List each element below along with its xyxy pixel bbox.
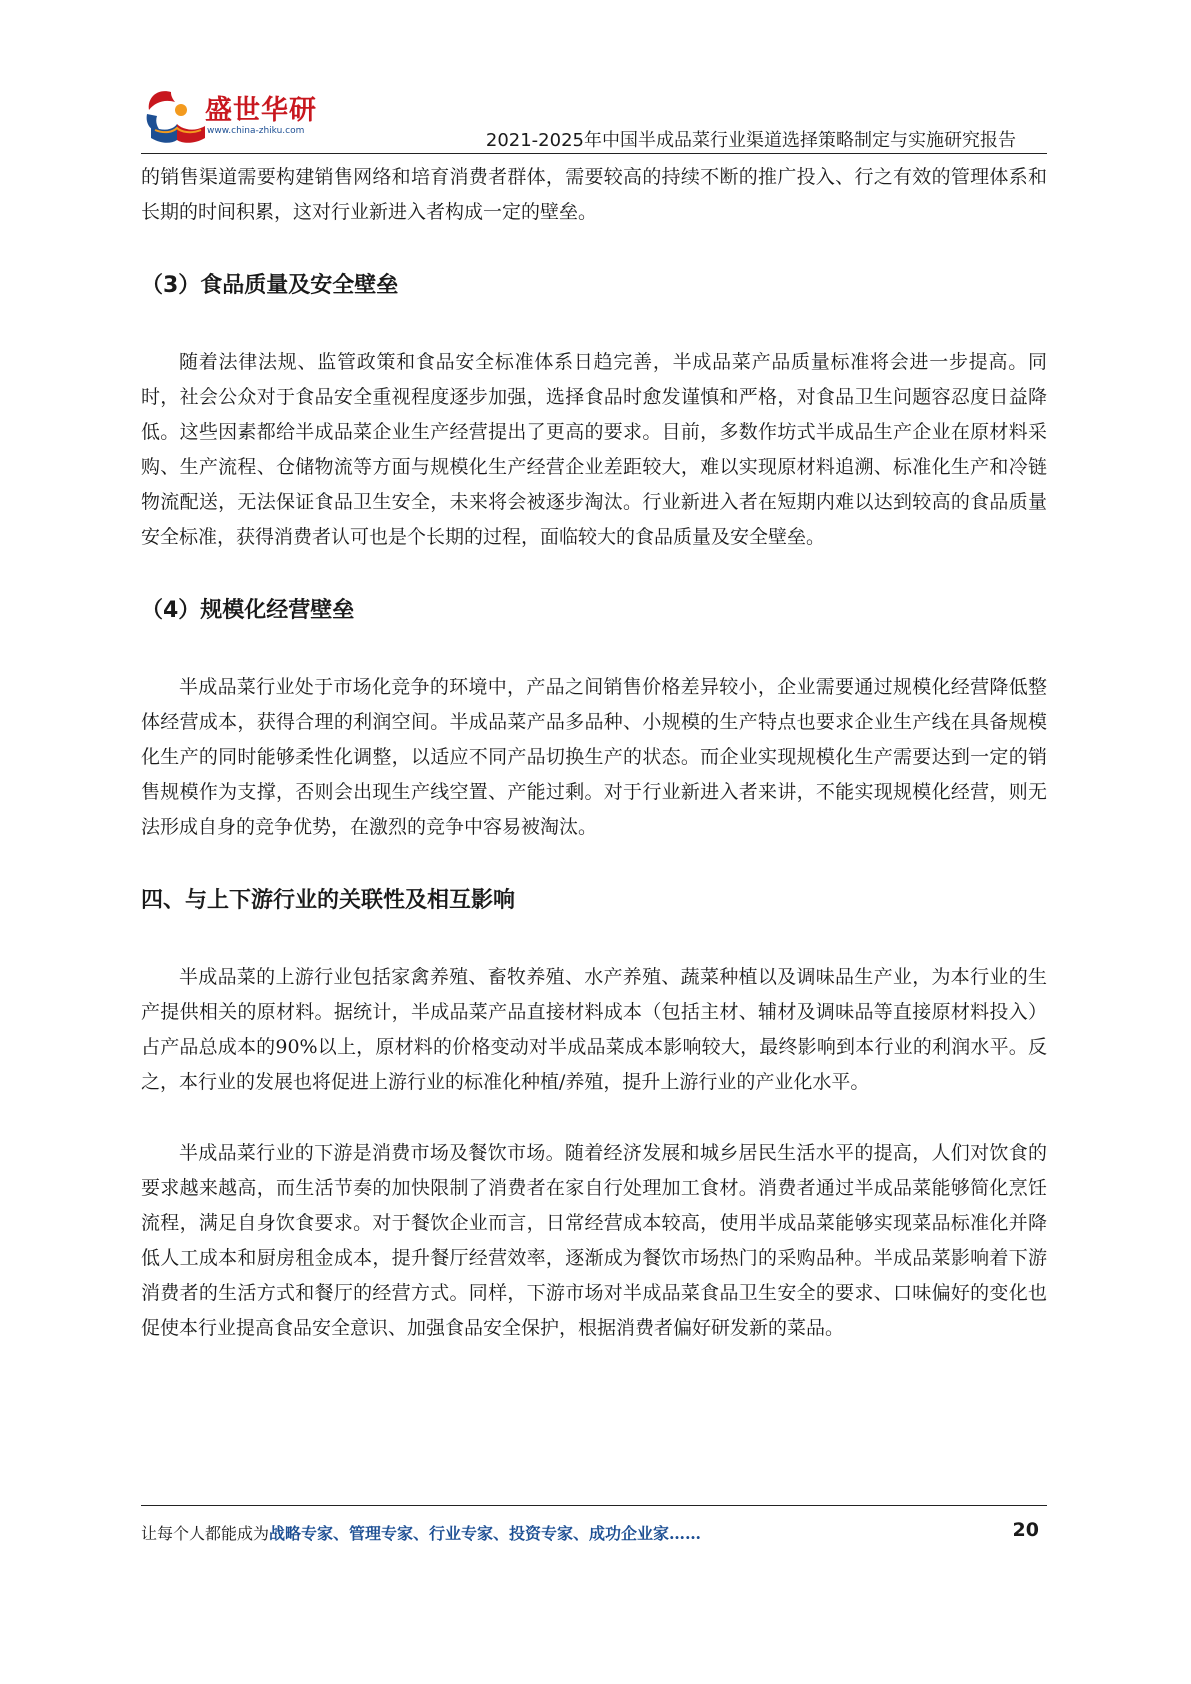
page-number: 20 [1012, 1519, 1039, 1541]
section-title-upstream-downstream: 四、与上下游行业的关联性及相互影响 [141, 888, 516, 913]
footer-divider [141, 1505, 1047, 1506]
paragraph-continued: 的销售渠道需要构建销售网络和培育消费者群体，需要较高的持续不断的推广投入、行之有效的管理体系和长期的时间积累，这对行业新进入者构成一定的壁垒。 [141, 166, 1047, 223]
paragraph-upstream: 半成品菜的上游行业包括家禽养殖、畜牧养殖、水产养殖、蔬菜种植以及调味品生产业，为本行业的生产提供相关的原材料。据统计，半成品菜产品直接材料成本（包括主材、辅材及调味品等直接原材料投入）占产品总成本的90%以上，原材料的价格变动对半成品菜成本影响较大，最终影响到本行业的利润水平。反之，本行业的发展也将促进上游行业的标准化种植/养殖，提升上游行业的产业化水平。 [141, 966, 1047, 1093]
footer-slogan [141, 1521, 701, 1544]
company-logo [141, 86, 317, 146]
slogan-prefix: 让每个人都能成为 [141, 1524, 270, 1543]
heading-food-quality-barrier: （3）食品质量及安全壁垒 [141, 273, 399, 298]
book-logo-icon [141, 86, 211, 146]
heading-scale-barrier: （4）规模化经营壁垒 [141, 598, 355, 623]
paragraph-downstream: 半成品菜行业的下游是消费市场及餐饮市场。随着经济发展和城乡居民生活水平的提高，人们对饮食的要求越来越高，而生活节奏的加快限制了消费者在家自行处理加工食材。消费者通过半成品菜能够简化烹饪流程，满足自身饮食要求。对于餐饮企业而言，日常经营成本较高，使用半成品菜能够实现菜品标准化并降低人工成本和厨房租金成本，提升餐厅经营效率，逐渐成为餐饮市场热门的采购品种。半成品菜影响着下游消费者的生活方式和餐厅的经营方式。同样，下游市场对半成品菜食品卫生安全的要求、口味偏好的变化也促使本行业提高食品安全意识、加强食品安全保护，根据消费者偏好研发新的菜品。 [141, 1142, 1047, 1339]
logo-name: 盛世华研 [205, 95, 317, 126]
report-title: 2021-2025年中国半成品菜行业渠道选择策略制定与实施研究报告 [485, 130, 1016, 151]
paragraph-food-quality: 随着法律法规、监管政策和食品安全标准体系日趋完善，半成品菜产品质量标准将会进一步提高。同时，社会公众对于食品安全重视程度逐步加强，选择食品时愈发谨慎和严格，对食品卫生问题容忍度日益降低。这些因素都给半成品菜企业生产经营提出了更高的要求。目前，多数作坊式半成品生产企业在原材料采购、生产流程、仓储物流等方面与规模化生产经营企业差距较大，难以实现原材料追溯、标准化生产和冷链物流配送，无法保证食品卫生安全，未来将会被逐步淘汰。行业新进入者在短期内难以达到较高的食品质量安全标准，获得消费者认可也是个长期的过程，面临较大的食品质量及安全壁垒。 [141, 351, 1047, 548]
header-divider [141, 153, 1047, 154]
logo-url: www.china-zhiku.com [207, 126, 305, 136]
page-footer [141, 1505, 1047, 1565]
paragraph-scale: 半成品菜行业处于市场化竞争的环境中，产品之间销售价格差异较小，企业需要通过规模化经营降低整体经营成本，获得合理的利润空间。半成品菜产品多品种、小规模的生产特点也要求企业生产线在具备规模化生产的同时能够柔性化调整，以适应不同产品切换生产的状态。而企业实现规模化生产需要达到一定的销售规模作为支撑，否则会出现生产线空置、产能过剩。对于行业新进入者来讲，不能实现规模化经营，则无法形成自身的竞争优势，在激烈的竞争中容易被淘汰。 [141, 676, 1047, 838]
slogan-highlight: 战略专家、管理专家、行业专家、投资专家、成功企业家…… [269, 1524, 702, 1543]
page-header [0, 0, 1191, 160]
page-content [141, 160, 1047, 1346]
